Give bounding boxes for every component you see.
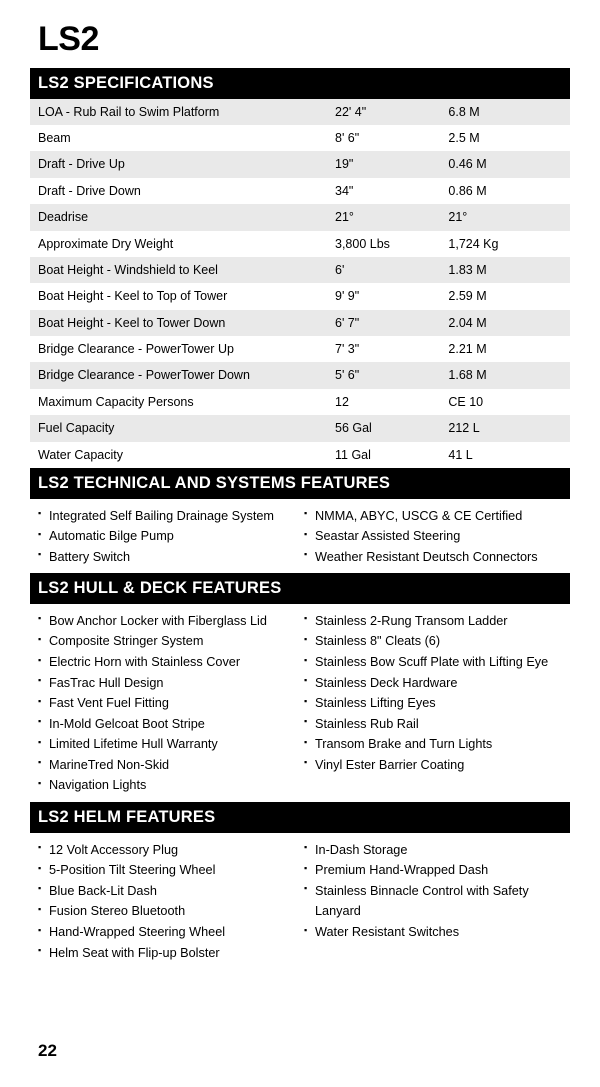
list-item: ▪ Navigation Lights xyxy=(38,775,300,796)
spec-value-metric: 21° xyxy=(440,204,570,230)
spec-value-metric: 1.68 M xyxy=(440,362,570,388)
helm-features-left-column xyxy=(30,840,300,963)
list-item: ▪ In-Mold Gelcoat Boot Stripe xyxy=(38,714,300,735)
page-title: LS2 xyxy=(38,20,99,58)
list-item: ▪ Stainless Deck Hardware xyxy=(304,673,570,694)
spec-label: Maximum Capacity Persons xyxy=(30,389,327,415)
spec-label: Bridge Clearance - PowerTower Up xyxy=(30,336,327,362)
specifications-table xyxy=(30,99,570,468)
list-item: ▪ Fusion Stereo Bluetooth xyxy=(38,901,300,922)
table-row xyxy=(30,257,570,283)
list-item: ▪ Stainless Lifting Eyes xyxy=(304,693,570,714)
hull-deck-features-left-list xyxy=(38,611,300,796)
table-row xyxy=(30,231,570,257)
spec-value-imperial: 34" xyxy=(327,178,440,204)
spec-value-metric: 2.21 M xyxy=(440,336,570,362)
section-header-hull-deck: LS2 HULL & DECK FEATURES xyxy=(30,573,570,604)
spec-value-imperial: 6' xyxy=(327,257,440,283)
technical-features-right-list xyxy=(304,506,570,568)
spec-value-imperial: 19" xyxy=(327,151,440,177)
spec-value-imperial: 12 xyxy=(327,389,440,415)
spec-label: Beam xyxy=(30,125,327,151)
spec-value-imperial: 56 Gal xyxy=(327,415,440,441)
hull-deck-features xyxy=(30,604,570,802)
helm-features-right-column xyxy=(300,840,570,963)
spec-value-metric: 6.8 M xyxy=(440,99,570,125)
table-row xyxy=(30,283,570,309)
spec-label: Boat Height - Keel to Top of Tower xyxy=(30,283,327,309)
table-row xyxy=(30,125,570,151)
technical-features-right-column xyxy=(300,506,570,568)
hull-deck-features-right-list xyxy=(304,611,570,776)
list-item: ▪ FasTrac Hull Design xyxy=(38,673,300,694)
specifications-table-body xyxy=(30,99,570,468)
technical-features-left-list xyxy=(38,506,300,568)
list-item: ▪ Transom Brake and Turn Lights xyxy=(304,734,570,755)
spec-value-imperial: 5' 6" xyxy=(327,362,440,388)
section-header-helm: LS2 HELM FEATURES xyxy=(30,802,570,833)
spec-value-metric: 0.46 M xyxy=(440,151,570,177)
list-item: ▪ Seastar Assisted Steering xyxy=(304,526,570,547)
spec-value-imperial: 11 Gal xyxy=(327,442,440,468)
list-item: ▪ Stainless 2-Rung Transom Ladder xyxy=(304,611,570,632)
spec-label: Bridge Clearance - PowerTower Down xyxy=(30,362,327,388)
spec-value-metric: 212 L xyxy=(440,415,570,441)
list-item: ▪ NMMA, ABYC, USCG & CE Certified xyxy=(304,506,570,527)
spec-value-metric: 2.04 M xyxy=(440,310,570,336)
table-row xyxy=(30,389,570,415)
technical-features xyxy=(30,499,570,574)
spec-label: Boat Height - Windshield to Keel xyxy=(30,257,327,283)
list-item: ▪ Premium Hand-Wrapped Dash xyxy=(304,860,570,881)
table-row xyxy=(30,442,570,468)
list-item: ▪ Helm Seat with Flip-up Bolster xyxy=(38,943,300,964)
list-item: ▪ In-Dash Storage xyxy=(304,840,570,861)
table-row xyxy=(30,310,570,336)
list-item: ▪ Water Resistant Switches xyxy=(304,922,570,943)
helm-features xyxy=(30,833,570,969)
spec-value-metric: 1,724 Kg xyxy=(440,231,570,257)
helm-features-right-list xyxy=(304,840,570,943)
list-item: ▪ Composite Stringer System xyxy=(38,631,300,652)
list-item: ▪ Weather Resistant Deutsch Connectors xyxy=(304,547,570,568)
spec-value-metric: 0.86 M xyxy=(440,178,570,204)
table-row xyxy=(30,204,570,230)
table-row xyxy=(30,362,570,388)
spec-value-metric: CE 10 xyxy=(440,389,570,415)
section-header-specifications: LS2 SPECIFICATIONS xyxy=(30,68,570,99)
list-item: ▪ Automatic Bilge Pump xyxy=(38,526,300,547)
helm-features-left-list xyxy=(38,840,300,963)
table-row xyxy=(30,99,570,125)
table-row xyxy=(30,415,570,441)
list-item: ▪ Hand-Wrapped Steering Wheel xyxy=(38,922,300,943)
spec-label: Water Capacity xyxy=(30,442,327,468)
spec-label: Draft - Drive Down xyxy=(30,178,327,204)
table-row xyxy=(30,151,570,177)
spec-value-imperial: 21° xyxy=(327,204,440,230)
section-header-technical: LS2 TECHNICAL AND SYSTEMS FEATURES xyxy=(30,468,570,499)
spec-label: Draft - Drive Up xyxy=(30,151,327,177)
spec-value-imperial: 3,800 Lbs xyxy=(327,231,440,257)
spec-value-metric: 1.83 M xyxy=(440,257,570,283)
list-item: ▪ Integrated Self Bailing Drainage System xyxy=(38,506,300,527)
list-item: ▪ MarineTred Non-Skid xyxy=(38,755,300,776)
spec-value-imperial: 7' 3" xyxy=(327,336,440,362)
table-row xyxy=(30,178,570,204)
spec-label: Approximate Dry Weight xyxy=(30,231,327,257)
spec-value-metric: 41 L xyxy=(440,442,570,468)
table-row xyxy=(30,336,570,362)
list-item: ▪ 5-Position Tilt Steering Wheel xyxy=(38,860,300,881)
spec-value-imperial: 8' 6" xyxy=(327,125,440,151)
list-item: ▪ Stainless 8" Cleats (6) xyxy=(304,631,570,652)
list-item: ▪ Fast Vent Fuel Fitting xyxy=(38,693,300,714)
page-number: 22 xyxy=(38,1041,57,1060)
list-item: ▪ Vinyl Ester Barrier Coating xyxy=(304,755,570,776)
list-item: ▪ Battery Switch xyxy=(38,547,300,568)
list-item: ▪ Stainless Rub Rail xyxy=(304,714,570,735)
list-item: ▪ Bow Anchor Locker with Fiberglass Lid xyxy=(38,611,300,632)
spec-label: Fuel Capacity xyxy=(30,415,327,441)
spec-value-metric: 2.59 M xyxy=(440,283,570,309)
spec-value-imperial: 22' 4" xyxy=(327,99,440,125)
list-item: ▪ Stainless Binnacle Control with Safety Lanyard xyxy=(304,881,570,922)
spec-value-imperial: 9' 9" xyxy=(327,283,440,309)
technical-features-left-column xyxy=(30,506,300,568)
spec-label: Boat Height - Keel to Tower Down xyxy=(30,310,327,336)
spec-label: Deadrise xyxy=(30,204,327,230)
hull-deck-features-right-column xyxy=(300,611,570,796)
list-item: ▪ Electric Horn with Stainless Cover xyxy=(38,652,300,673)
list-item: ▪ Limited Lifetime Hull Warranty xyxy=(38,734,300,755)
spec-label: LOA - Rub Rail to Swim Platform xyxy=(30,99,327,125)
list-item: ▪ 12 Volt Accessory Plug xyxy=(38,840,300,861)
spec-value-metric: 2.5 M xyxy=(440,125,570,151)
spec-value-imperial: 6' 7" xyxy=(327,310,440,336)
hull-deck-features-left-column xyxy=(30,611,300,796)
list-item: ▪ Stainless Bow Scuff Plate with Lifting Eye xyxy=(304,652,570,673)
list-item: ▪ Blue Back-Lit Dash xyxy=(38,881,300,902)
